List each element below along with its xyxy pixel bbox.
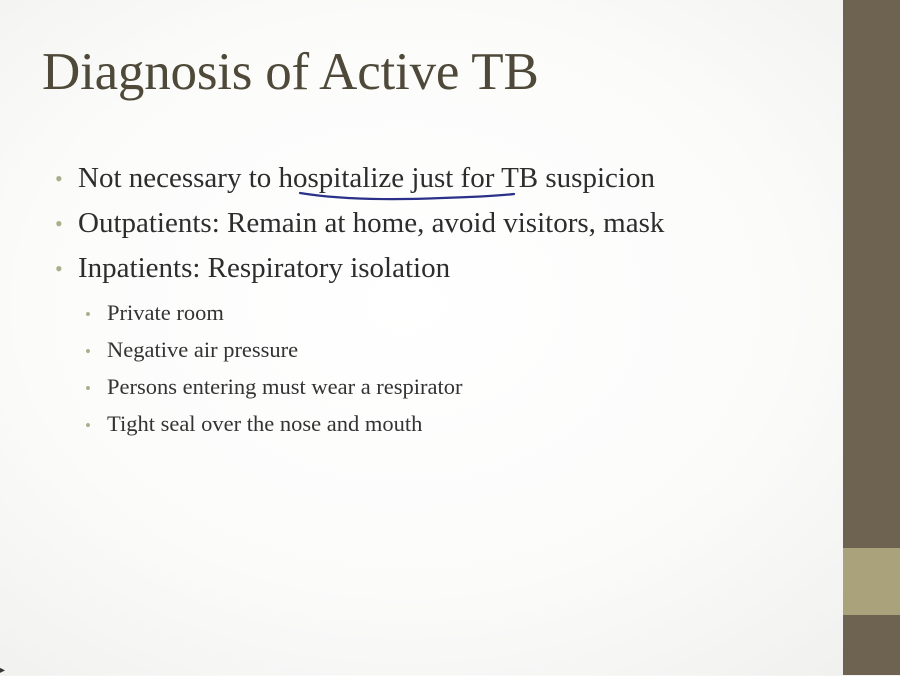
bullet-item bbox=[55, 201, 835, 246]
bullet-text: Outpatients: Remain at home, avoid visitors, mask bbox=[78, 207, 665, 239]
subbullet-item bbox=[55, 405, 835, 442]
subbullet-group bbox=[55, 294, 835, 442]
subbullet-dot-icon: • bbox=[85, 342, 91, 361]
subbullet-dot-icon: • bbox=[85, 379, 91, 398]
bullet-dot-icon: • bbox=[55, 166, 63, 191]
subbullet-dot-icon: • bbox=[85, 305, 91, 324]
bullet-dot-icon: • bbox=[55, 256, 63, 281]
subbullet-text: Private room bbox=[107, 300, 224, 325]
subbullet-item bbox=[55, 368, 835, 405]
subbullet-text: Tight seal over the nose and mouth bbox=[107, 411, 423, 436]
subbullet-item bbox=[55, 331, 835, 368]
subbullet-item bbox=[55, 294, 835, 331]
bullet-text: Inpatients: Respiratory isolation bbox=[78, 252, 451, 284]
subbullet-text: Negative air pressure bbox=[107, 337, 299, 362]
subbullet-list bbox=[55, 294, 835, 442]
subbullet-text: Persons entering must wear a respirator bbox=[107, 374, 463, 399]
bullet-text: Not necessary to hospitalize just for TB suspicion bbox=[78, 162, 655, 194]
bullet-item bbox=[55, 246, 835, 291]
handwritten-underline bbox=[298, 180, 518, 206]
bullet-dot-icon: • bbox=[55, 211, 63, 236]
subbullet-dot-icon: • bbox=[85, 416, 91, 435]
cursor-icon: ▸ bbox=[0, 665, 6, 676]
theme-sidebar-accent bbox=[843, 548, 900, 615]
slide-title: Diagnosis of Active TB bbox=[42, 43, 539, 101]
